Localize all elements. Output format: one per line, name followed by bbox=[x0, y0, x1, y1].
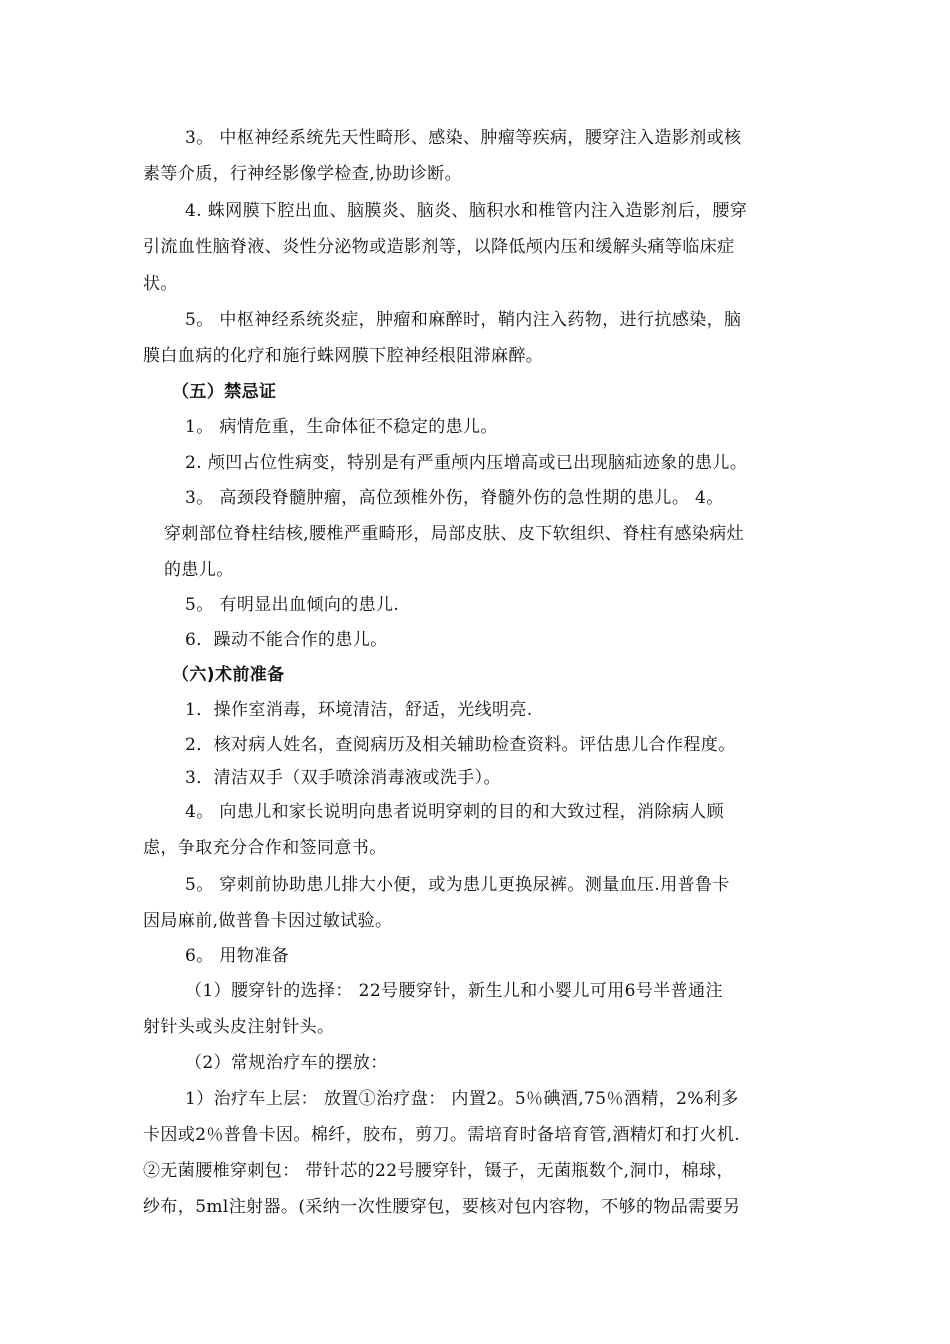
text-line: 3。 中枢神经系统先天性畸形、感染、肿瘤等疾病，腰穿注入造影剂或核 bbox=[185, 128, 742, 148]
text-line: 射针头或头皮注射针头。 bbox=[143, 1017, 335, 1037]
text-line: 2．核对病人姓名，查阅病历及相关辅助检查资料。评估患儿合作程度。 bbox=[185, 735, 736, 755]
text-line: 1。 病情危重，生命体征不稳定的患儿。 bbox=[185, 417, 498, 437]
text-line: 的患儿。 bbox=[164, 560, 234, 580]
text-line: 1）治疗车上层： 放置①治疗盘： 内置2。5％碘酒,75％酒精，2%利多 bbox=[185, 1089, 739, 1109]
section-heading: （六)术前准备 bbox=[172, 665, 285, 685]
text-line: 5。 有明显出血倾向的患儿. bbox=[185, 595, 400, 615]
text-line: 5。 穿刺前协助患儿排大小便，或为患儿更换尿裤。测量血压.用普鲁卡 bbox=[185, 875, 730, 895]
text-line: 6。 用物准备 bbox=[185, 946, 290, 966]
text-line: 穿刺部位脊柱结核,腰椎严重畸形，局部皮肤、皮下软组织、脊柱有感染病灶 bbox=[164, 524, 745, 544]
text-line: 1．操作室消毒，环境清洁，舒适，光线明亮. bbox=[185, 700, 533, 720]
section-heading: （五）禁忌证 bbox=[172, 382, 277, 402]
text-line: 3。 高颈段脊髓肿瘤，高位颈椎外伤，脊髓外伤的急性期的患儿。 4。 bbox=[185, 488, 724, 508]
text-line: 状。 bbox=[143, 274, 178, 294]
text-line: 因局麻前,做普鲁卡因过敏试验。 bbox=[143, 911, 393, 931]
text-line: 4。 向患儿和家长说明向患者说明穿刺的目的和大致过程，消除病人顾 bbox=[185, 802, 725, 822]
text-line: 4. 蛛网膜下腔出血、脑膜炎、脑炎、脑积水和椎管内注入造影剂后，腰穿 bbox=[185, 201, 748, 221]
text-line: 纱布，5ml注射器。(采纳一次性腰穿包，要核对包内容物，不够的物品需要另 bbox=[143, 1197, 741, 1217]
text-line: 卡因或2％普鲁卡因。棉纤，胶布，剪刀。需培育时备培育管,酒精灯和打火机. bbox=[143, 1125, 741, 1145]
text-line: 膜白血病的化疗和施行蛛网膜下腔神经根阻滞麻醉。 bbox=[143, 346, 544, 366]
text-line: 素等介质，行神经影像学检查,协助诊断。 bbox=[143, 164, 463, 184]
text-line: 6．躁动不能合作的患儿。 bbox=[185, 630, 388, 650]
text-line: （2）常规治疗车的摆放： bbox=[185, 1053, 388, 1073]
text-line: （1）腰穿针的选择： 22号腰穿针，新生儿和小婴儿可用6号半普通注 bbox=[185, 981, 723, 1001]
text-line: ②无菌腰椎穿刺包： 带针芯的22号腰穿针，镊子，无菌瓶数个,洞巾，棉球， bbox=[143, 1161, 734, 1181]
text-line: 引流血性脑脊液、炎性分泌物或造影剂等，以降低颅内压和缓解头痛等临床症 bbox=[143, 237, 735, 257]
text-line: 2. 颅凹占位性病变，特别是有严重颅内压增高或已出现脑疝迹象的患儿。 bbox=[185, 453, 748, 473]
text-line: 5。 中枢神经系统炎症，肿瘤和麻醉时，鞘内注入药物，进行抗感染，脑 bbox=[185, 310, 742, 330]
text-line: 3．清洁双手（双手喷涂消毒液或洗手）。 bbox=[185, 768, 501, 788]
text-line: 虑，争取充分合作和签同意书。 bbox=[143, 838, 387, 858]
